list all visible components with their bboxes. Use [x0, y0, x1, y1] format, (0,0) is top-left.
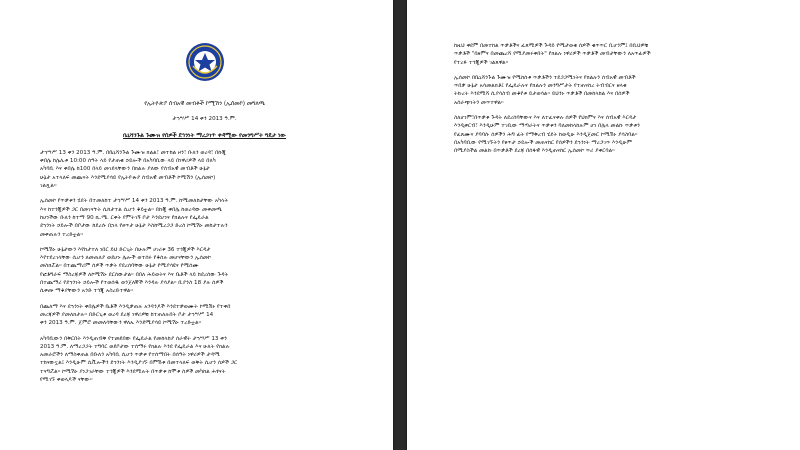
paragraph	[454, 74, 778, 107]
paragraph-line: ሁኔታ አተላለፍ መጨናት እንደሚያሳይ የኢትዮጵያ ሰብአዊ መብቶች ኮሚሽን (ኢሰመኮ)	[40, 174, 216, 181]
paragraph-line: ጥበቃ ሁኔታ አሳመልክቶ፤ የፌዴራሉና የክልሉን መንግሥታት የተጠናከረ ትብብርና ዘላቂ	[454, 83, 627, 90]
paragraph-line: እንዲቀርብ፣ እንዲሁም ተገቢው ማጣራትና ጥቃቱን ባለመከላከሉም ሆነ በሌላ መልኩ ጥቃቱን	[454, 123, 640, 130]
paragraph-line: መረጃዎች ያመለክታሉ። በድርጊቱ ወረዳ ደረጃ ነዋሪዎቹ ከተጠለሉበት ቦታ ታኅሣሥ 14	[40, 311, 214, 318]
paragraph-line: ትኩረት እንደሚሻ ሲያሳስብ መቆየቱ ይታወሳል። ይህንኑ ጥቃቶች በመከላከል እና በሰዎች	[454, 91, 630, 98]
document-title: ቤኒሻንጉል ጉሙዝ የሰዎች ደኅንነት ማረጋገጥ ቀዳሚው የመንግሥት ግዴታ ነው	[123, 132, 286, 139]
paragraph-line: ኢሰመኮ በቤኒሻንጉል ጉሙዝ የሚከሰቱ ጥቃቶችን ተደጋጋሚነትና የክልሉን ሰብአዊ መብቶች	[454, 74, 636, 81]
paragraph-line: እና ከተጎጂዎች ጋር በመገናኘት ሲከታተል ሲሆን ቆይቷል። በኩጂ ቀበሌ ከወረዳው መቀመጫ	[40, 206, 222, 213]
paragraph	[40, 197, 369, 238]
paragraph-line: በተጨማሪ የደኅንነት ኃይሎች የተወሰዱ ወንጀለኞች እንዳሉ ያሳያል። ቢያንስ 18 ያሉ ሰዎች	[40, 280, 224, 287]
paragraph-line: ኢሰመኮ የጥቃቱን ሂደት በተመለከተ ታኅሣሥ 14 ቀን 2013 ዓ.ም. ከሚመለከታቸው አካላት	[40, 198, 229, 205]
paragraph-line: ከሆነችው ቡለን ከተማ 90 ኪ.ሜ. ርቀት የምትገኝ ቦታ እንደሆነና የክልሉና የፌዴራል	[40, 214, 209, 221]
paragraph-line: በጨለማ እና ደኅንነት ቀበሌዎች ቤቶች እንዲቃጠሉ አንዳንዶች እንደተቃወሙት ኮሚሽኑ የተቀበ	[40, 303, 231, 310]
paragraph-line: ስለሆነም፣በጥቃቱ ጉዳት ለደረሰባቸውና እና ለተፈናቀሉ ሰዎች የህክምና እና ሰብአዊ እርዳታ	[454, 115, 637, 122]
document-date: ታኅሣሥ 14 ቀን 2013 ዓ.ም.	[172, 116, 237, 123]
paragraph-line: የሚገኙ ቀወላዶች ናቸው።	[40, 377, 93, 384]
paragraph-line: ቀን 2013 ዓ.ም. ጀምሮ መመለሳቸውን ዋለኡ እንደሚያሳይ ኮሚሽኑ ተረድቷል።	[40, 320, 202, 327]
paragraph-line: ቀበሌ ከሌሊቱ 10:00 ሰዓት ላይ የታጠቁ ኃይሎች በአካባቢው ላይ በነዋሪዎች ላይ በለካ	[40, 158, 216, 165]
paragraph	[40, 303, 369, 328]
paragraph-line: አሰራጭነትን መጥተዋል።	[454, 99, 504, 106]
commission-seal-icon	[185, 42, 225, 82]
document-header: የኢትዮጵያ ሰብአዊ መብቶች ኮሚሽን (ኢሰመኮ) መግለጫ	[144, 101, 265, 107]
paragraph-line: ኮሚሽኑ ሁኔታውን እየከታተለ ነበር ይህ ድርጊት በሁሉም ሀገሪቱ 36 ተጎጂዎች እርዳታ	[40, 246, 211, 253]
paragraph-line: መቀጠሉን ተረድቷል።	[40, 231, 83, 238]
paragraph-line: የተረፉ ተጎጂዎች ገልጸዋል።	[454, 59, 509, 66]
paragraph-line: እየተደረገላቸው ሲሆን ለመጠለያ ወደሆኑ ሌሎች ወተሰሩ የቆሰሉ መሆናቸውን ኢሰመኮ	[40, 255, 212, 262]
paragraph-line: 2013 ዓ.ም. ለማረጋጋት ተግባር ወደቦታው ተሰማሩ የክልሉ እንደ የፌዴራል እና ሁለት የክልሉ	[40, 343, 230, 350]
paragraph-line: ደኅንነት ኃይሎች በቦታው ከደረሱ በኋላ የፀጥታ ሁኔታ እስከሚረጋጋ ድረስ ኮሚሽኑ መከታተሉን	[40, 223, 228, 230]
paragraph-line: በሚያስችል መልኩ በጥቃቶች ደረጃ በሰፋዊ እንዲጠናከር ኢሰመኮ ጥሪ ያቀርባል።	[454, 148, 615, 155]
paragraph-line: ሲቀጡ ማቆያቸውን አንድ ተጎጂ አስረድተዋል።	[40, 288, 134, 295]
paragraph-line: ተናግሯል። ኮሚሽኑ ያነጋገራቸው ተጎጂዎች እንደሚሉት በጥቃቱ ከሞቱ ሰዎች መካከል ሕፃናት	[40, 368, 226, 375]
paragraph-line: ገልጿል።	[40, 183, 57, 190]
paragraph-line: ታኅሣሥ 13 ቀን 2013 ዓ.ም. በቤኒሻንጉል ጉሙዝ ክልል፣ መተከል ዞን፣ ቡለን ወረዳ፣ በኩጂ	[40, 149, 227, 156]
paragraph	[454, 42, 778, 67]
paragraph-line: አካባቢ እና ቀበሌ ከ100 በላይ መገደላቸውን በክልሉ ያለው የሰብአዊ መብቶች ሁኔታ	[40, 166, 210, 173]
paragraph-line: አመራሮችን ለማስቀጠል በቡለን አካባቢ ሲሆን ጥቃቱ የተሰማበት በሰዓት ነዋሪዎች ታዳሚ	[40, 352, 221, 359]
page-2-body	[454, 42, 778, 156]
seal-container	[40, 42, 369, 86]
paragraph	[40, 246, 369, 296]
paragraph-line: ከዚህ ቀደም በመተከል ጥቃቶችና ፈጸሚዎች ጉዳይ የሚታወቁ ሰዎች ቁጥጥር ቢሆንም፤ በቢህዎቹ	[454, 43, 649, 49]
page-1-body	[40, 149, 369, 384]
paragraph-line: መስክሯል። በተጨማሪም ሰዎች ጥቃት የደረሰባቸው ሁኔታ የሚያሳዩና የሚሰሙ	[40, 263, 199, 270]
document-page-2	[407, 0, 800, 450]
paragraph-line: ተከናውኗል፤ እንዲሁም ሲቪሎችን ደኅንነት እንዲያገኙ በምሽቱ በመተላለፍ ወቅት ሲሆን ሰዎች ጋር	[40, 360, 238, 367]
paragraph-line: የፎቶግራፍ ማስረጃዎች ለኮሚሽኑ ደርሰውታል። በበለ ሕይወትና እና ቤቶች ላይ ከደረሰው ጉዳት	[40, 271, 229, 278]
paragraph	[40, 149, 369, 190]
paragraph-line: የፈጸሙና ያባባሱ ሰዎችን ሕግ ፊት የማቅረብ ሂደት ከወዲሁ እንዲጀመር ኮሚሽኑ ያሳስባል።	[454, 131, 638, 138]
document-page-1	[0, 0, 393, 450]
paragraph-line: በአካባቢው የሚገኙትን የፀጥታ ኃይሎች መጠናከር የሰዎችን ደኅንነት ማረጋገጥ እንዲሁም	[454, 139, 633, 146]
paragraph-line: ጥቃቶች "በዘምና በመጨረሻ የሚያመሩቀበት" የክልሉ ነዋሪዎች ጥቃቶች መብታቸውን ለአጥፊዎች	[454, 51, 651, 58]
paragraph	[40, 335, 369, 385]
paragraph-line: አካባቢውን በቅርበት እንዲጠብቅ የተመደበው የፌዴራል የመከላከያ ሰራዊት ታኅሣሥ 13 ቀን	[40, 335, 227, 342]
paragraph	[454, 114, 778, 155]
